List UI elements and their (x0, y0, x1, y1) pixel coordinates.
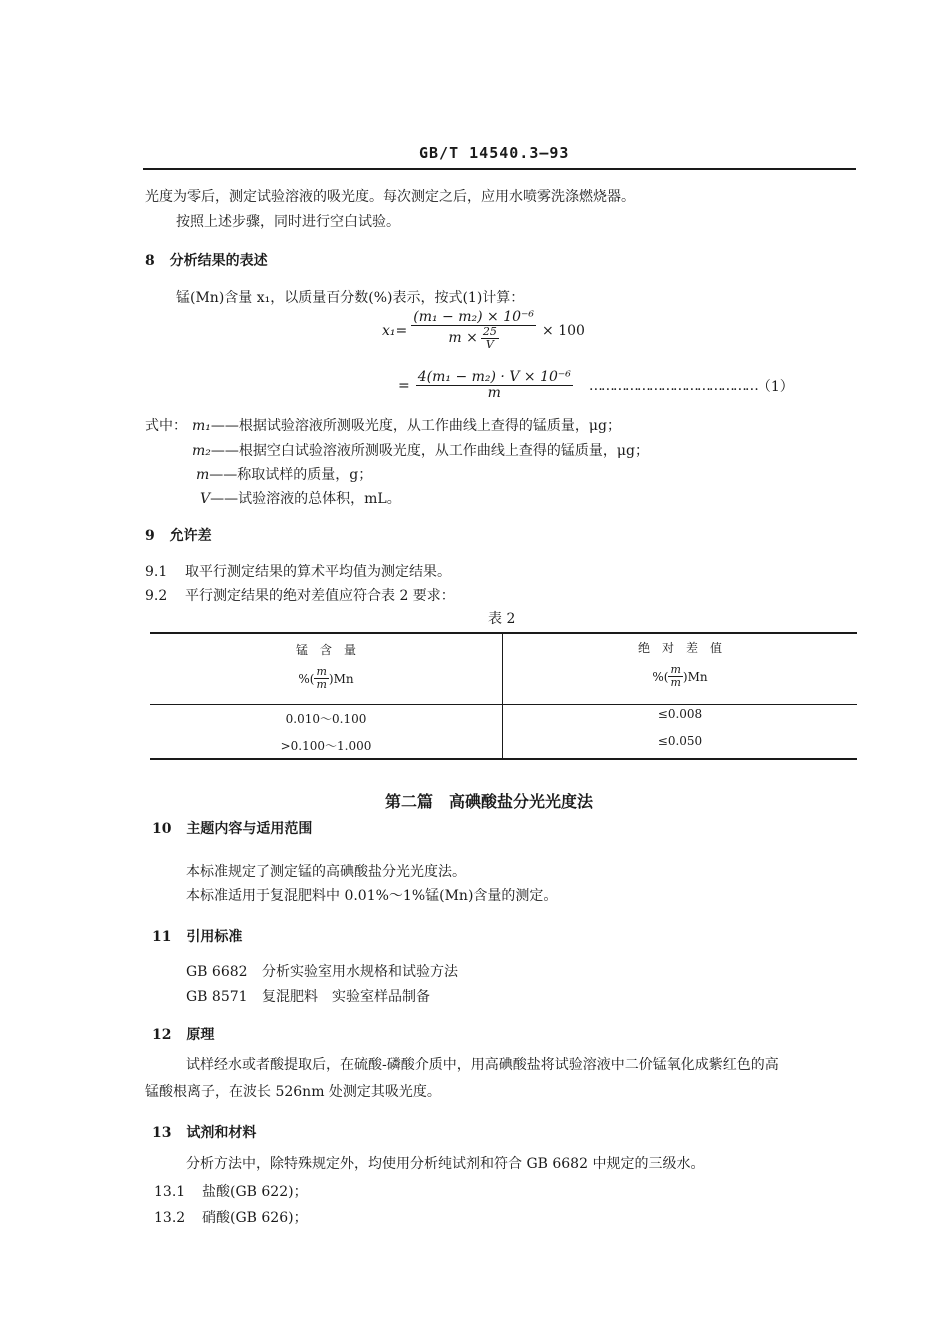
formula-numerator: 4(m₁ − m₂) · V × 10⁻⁶ (417, 369, 571, 385)
formula-suffix: × 100 (542, 322, 585, 339)
definition-text: ——根据空白试验溶液所测吸光度，从工作曲线上查得的锰质量，μg； (210, 443, 649, 459)
table-top-rule (150, 632, 857, 634)
paragraph-line: 光度为零后，测定试验溶液的吸光度。每次测定之后，应用水喷雾洗涤燃烧器。 (145, 189, 635, 205)
reference-code: GB 8571 (186, 989, 248, 1005)
formula-sub-num: 25 (482, 325, 497, 339)
formula-label: （1） (756, 378, 794, 395)
formula-numerator: (m₁ − m₂) × 10⁻⁶ (413, 309, 535, 325)
paragraph-line: 按照上述步骤，同时进行空白试验。 (176, 214, 400, 230)
formula-den-prefix: m × (448, 330, 478, 347)
clause-9-2 (145, 585, 455, 605)
reference-item (186, 961, 458, 981)
clause-text: 平行测定结果的绝对差值应符合表 2 要求： (185, 588, 455, 604)
section-title: 分析结果的表述 (169, 253, 268, 269)
paragraph-line: 分析方法中，除特殊规定外，均使用分析纯试剂和符合 GB 6682 中规定的三级水。 (186, 1156, 705, 1172)
reference-code: GB 6682 (186, 964, 248, 980)
section-11-heading (152, 926, 242, 946)
unit-suffix: )Mn (328, 671, 354, 686)
table-cell-diff: ≤0.008 (657, 707, 703, 721)
section-number: 12 (152, 1027, 172, 1043)
definition-item (192, 440, 649, 460)
formula-sub-fraction (481, 326, 499, 351)
unit-den: m (316, 678, 327, 692)
formula-intro: 锰(Mn)含量 x₁，以质量百分数(%)表示，按式(1)计算： (176, 290, 525, 306)
reference-item (186, 986, 430, 1006)
formula-eq: = (398, 377, 410, 394)
definition-item (196, 464, 372, 484)
section-title: 引用标准 (186, 929, 243, 945)
clause-text: 取平行测定结果的算术平均值为测定结果。 (185, 564, 451, 580)
section-10-heading (152, 818, 312, 838)
definition-item (192, 415, 621, 435)
unit-fraction (314, 666, 328, 691)
definition-text: ——根据试验溶液所测吸光度，从工作曲线上查得的锰质量，μg； (210, 418, 621, 434)
unit-prefix: %( (652, 669, 669, 684)
reference-title: 复混肥料 实验室样品制备 (262, 989, 430, 1005)
formula-fraction-2 (416, 370, 573, 402)
clause-number: 9.1 (145, 564, 168, 580)
clause-number: 13.1 (154, 1184, 186, 1200)
paragraph-line: 试样经水或者酸提取后，在硫酸-磷酸介质中，用高碘酸盐将试验溶液中二价锰氧化成紫红色的高 (186, 1057, 779, 1073)
section-8-heading (145, 250, 268, 270)
table-cell-range: 0.010～0.100 (285, 712, 367, 726)
section-title: 试剂和材料 (186, 1125, 257, 1141)
section-number: 9 (145, 528, 155, 544)
section-title: 允许差 (169, 528, 212, 544)
definition-symbol: V (200, 491, 211, 507)
section-title: 主题内容与适用范围 (186, 821, 313, 837)
clause-9-1 (145, 561, 451, 581)
definition-symbol: m₂ (192, 443, 211, 459)
table-unit-col1 (150, 666, 502, 691)
standard-code: GB/T 14540.3—93 (419, 144, 570, 162)
table-cell-diff: ≤0.050 (657, 734, 703, 748)
formula-leader: …………………………………… (588, 377, 757, 394)
definition-item (200, 488, 401, 508)
unit-fraction (668, 664, 682, 689)
unit-suffix: )Mn (682, 669, 708, 684)
header-rule (143, 168, 856, 170)
section-9-heading (145, 525, 212, 545)
section-number: 10 (152, 821, 172, 837)
table-header-difference: 绝 对 差 值 (637, 641, 722, 655)
unit-num: m (670, 663, 681, 676)
section-13-heading (152, 1122, 256, 1142)
paragraph-line: 本标准适用于复混肥料中 0.01%～1%锰(Mn)含量的测定。 (186, 888, 558, 904)
table-header-manganese: 锰 含 量 (295, 643, 356, 657)
formula-fraction-1 (411, 310, 536, 352)
clause-number: 9.2 (145, 588, 168, 604)
definition-symbol: m (196, 467, 210, 483)
section-number: 13 (152, 1125, 172, 1141)
clause-text: 盐酸(GB 622)； (202, 1184, 308, 1200)
table-cell-range: >0.100～1.000 (280, 739, 372, 753)
section-number: 8 (145, 253, 155, 269)
table-bottom-rule (150, 758, 857, 760)
table-caption: 表 2 (488, 611, 516, 627)
unit-num: m (316, 665, 327, 678)
formula-line-2 (398, 370, 794, 402)
reference-title: 分析实验室用水规格和试验方法 (262, 964, 458, 980)
formula-denominator (448, 326, 498, 351)
where-label: 式中： (145, 418, 187, 434)
paragraph-line: 本标准规定了测定锰的高碘酸盐分光光度法。 (186, 864, 466, 880)
formula-denominator: m (487, 385, 501, 402)
formula-line-1 (382, 310, 585, 352)
clause-number: 13.2 (154, 1210, 186, 1226)
section-title: 原理 (186, 1027, 215, 1043)
formula-lhs: x₁= (382, 322, 408, 339)
section-12-heading (152, 1024, 214, 1044)
clause-13-1 (154, 1181, 308, 1201)
definition-text: ——试验溶液的总体积，mL。 (210, 491, 401, 507)
definition-symbol: m₁ (192, 418, 211, 434)
section-number: 11 (152, 929, 172, 945)
part-title: 第二篇 高碘酸盐分光光度法 (385, 792, 594, 811)
table-unit-col2 (503, 664, 857, 689)
clause-text: 硝酸(GB 626)； (202, 1210, 308, 1226)
table-head-rule (150, 704, 857, 705)
formula-sub-den: V (485, 338, 494, 352)
clause-13-2 (154, 1207, 308, 1227)
unit-den: m (670, 676, 681, 690)
unit-prefix: %( (298, 671, 315, 686)
paragraph-line: 锰酸根离子，在波长 526nm 处测定其吸光度。 (145, 1084, 441, 1100)
definition-text: ——称取试样的质量，g； (209, 467, 373, 483)
